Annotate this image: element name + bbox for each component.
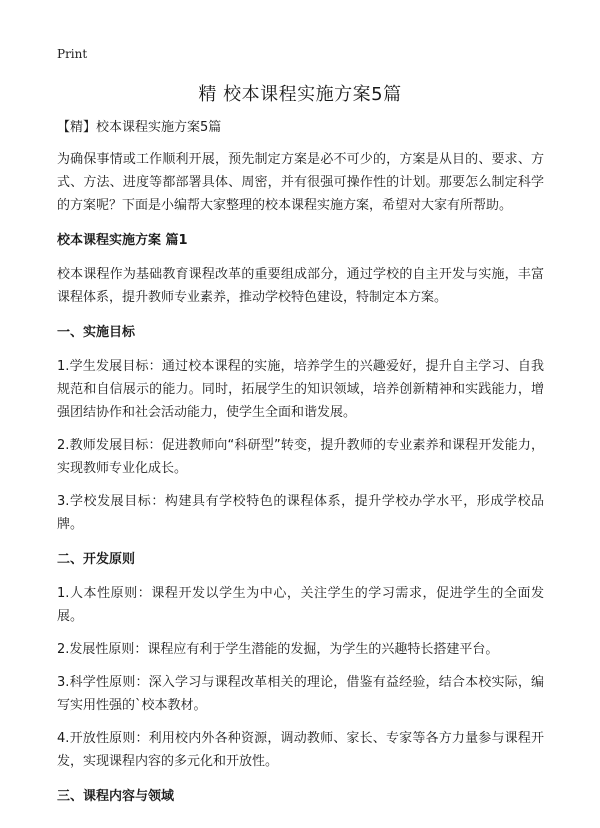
principle-item: 1.人本性原则：课程开发以学生为中心，关注学生的学习需求，促进学生的全面发展。 — [57, 586, 544, 624]
article-heading: 校本课程实施方案 篇1 — [57, 233, 188, 248]
document-title: 精 校本课程实施方案5篇 — [198, 84, 402, 105]
goal-item: 1.学生发展目标：通过校本课程的实施，培养学生的兴趣爱好，提升自主学习、自我规范和自信展示的能力。同时，拓展学生的知识领域，培养创新精神和实践能力，增强团结协作和社会活动能力，使学生全面和谐发展。 — [57, 359, 544, 420]
section-heading-content: 三、课程内容与领域 — [57, 789, 175, 804]
print-label[interactable]: Print — [57, 47, 88, 61]
principle-item: 4.开放性原则：利用校内外各种资源，调动教师、家长、专家等各方力量参与课程开发，实现课程内容的多元化和开放性。 — [57, 731, 544, 769]
intro-paragraph: 为确保事情或工作顺利开展，预先制定方案是必不可少的，方案是从目的、要求、方式、方法、进度等都部署具体、周密，并有很强可操作性的计划。那要怎么制定科学的方案呢？下面是小编帮大家整理的校本课程实施方案，希望对大家有所帮助。 — [57, 152, 544, 213]
principle-item: 2.发展性原则：课程应有利于学生潜能的发掘，为学生的兴趣特长搭建平台。 — [57, 642, 499, 657]
section-heading-principles: 二、开发原则 — [57, 552, 136, 567]
goal-item: 3.学校发展目标：构建具有学校特色的课程体系，提升学校办学水平，形成学校品牌。 — [57, 494, 544, 532]
goal-item: 2.教师发展目标：促进教师向“科研型”转变，提升教师的专业素养和课程开发能力，实现教师专业化成长。 — [57, 438, 544, 476]
document-subtitle: 【精】校本课程实施方案5篇 — [57, 120, 222, 135]
principle-item: 3.科学性原则：深入学习与课程改革相关的理论，借鉴有益经验，结合本校实际，编写实用性强的`校本教材。 — [57, 675, 544, 713]
article-intro-paragraph: 校本课程作为基础教育课程改革的重要组成部分，通过学校的自主开发与实施，丰富课程体系，提升教师专业素养，推动学校特色建设，特制定本方案。 — [57, 267, 544, 305]
document-body — [57, 118, 544, 819]
section-heading-goals: 一、实施目标 — [57, 325, 136, 340]
